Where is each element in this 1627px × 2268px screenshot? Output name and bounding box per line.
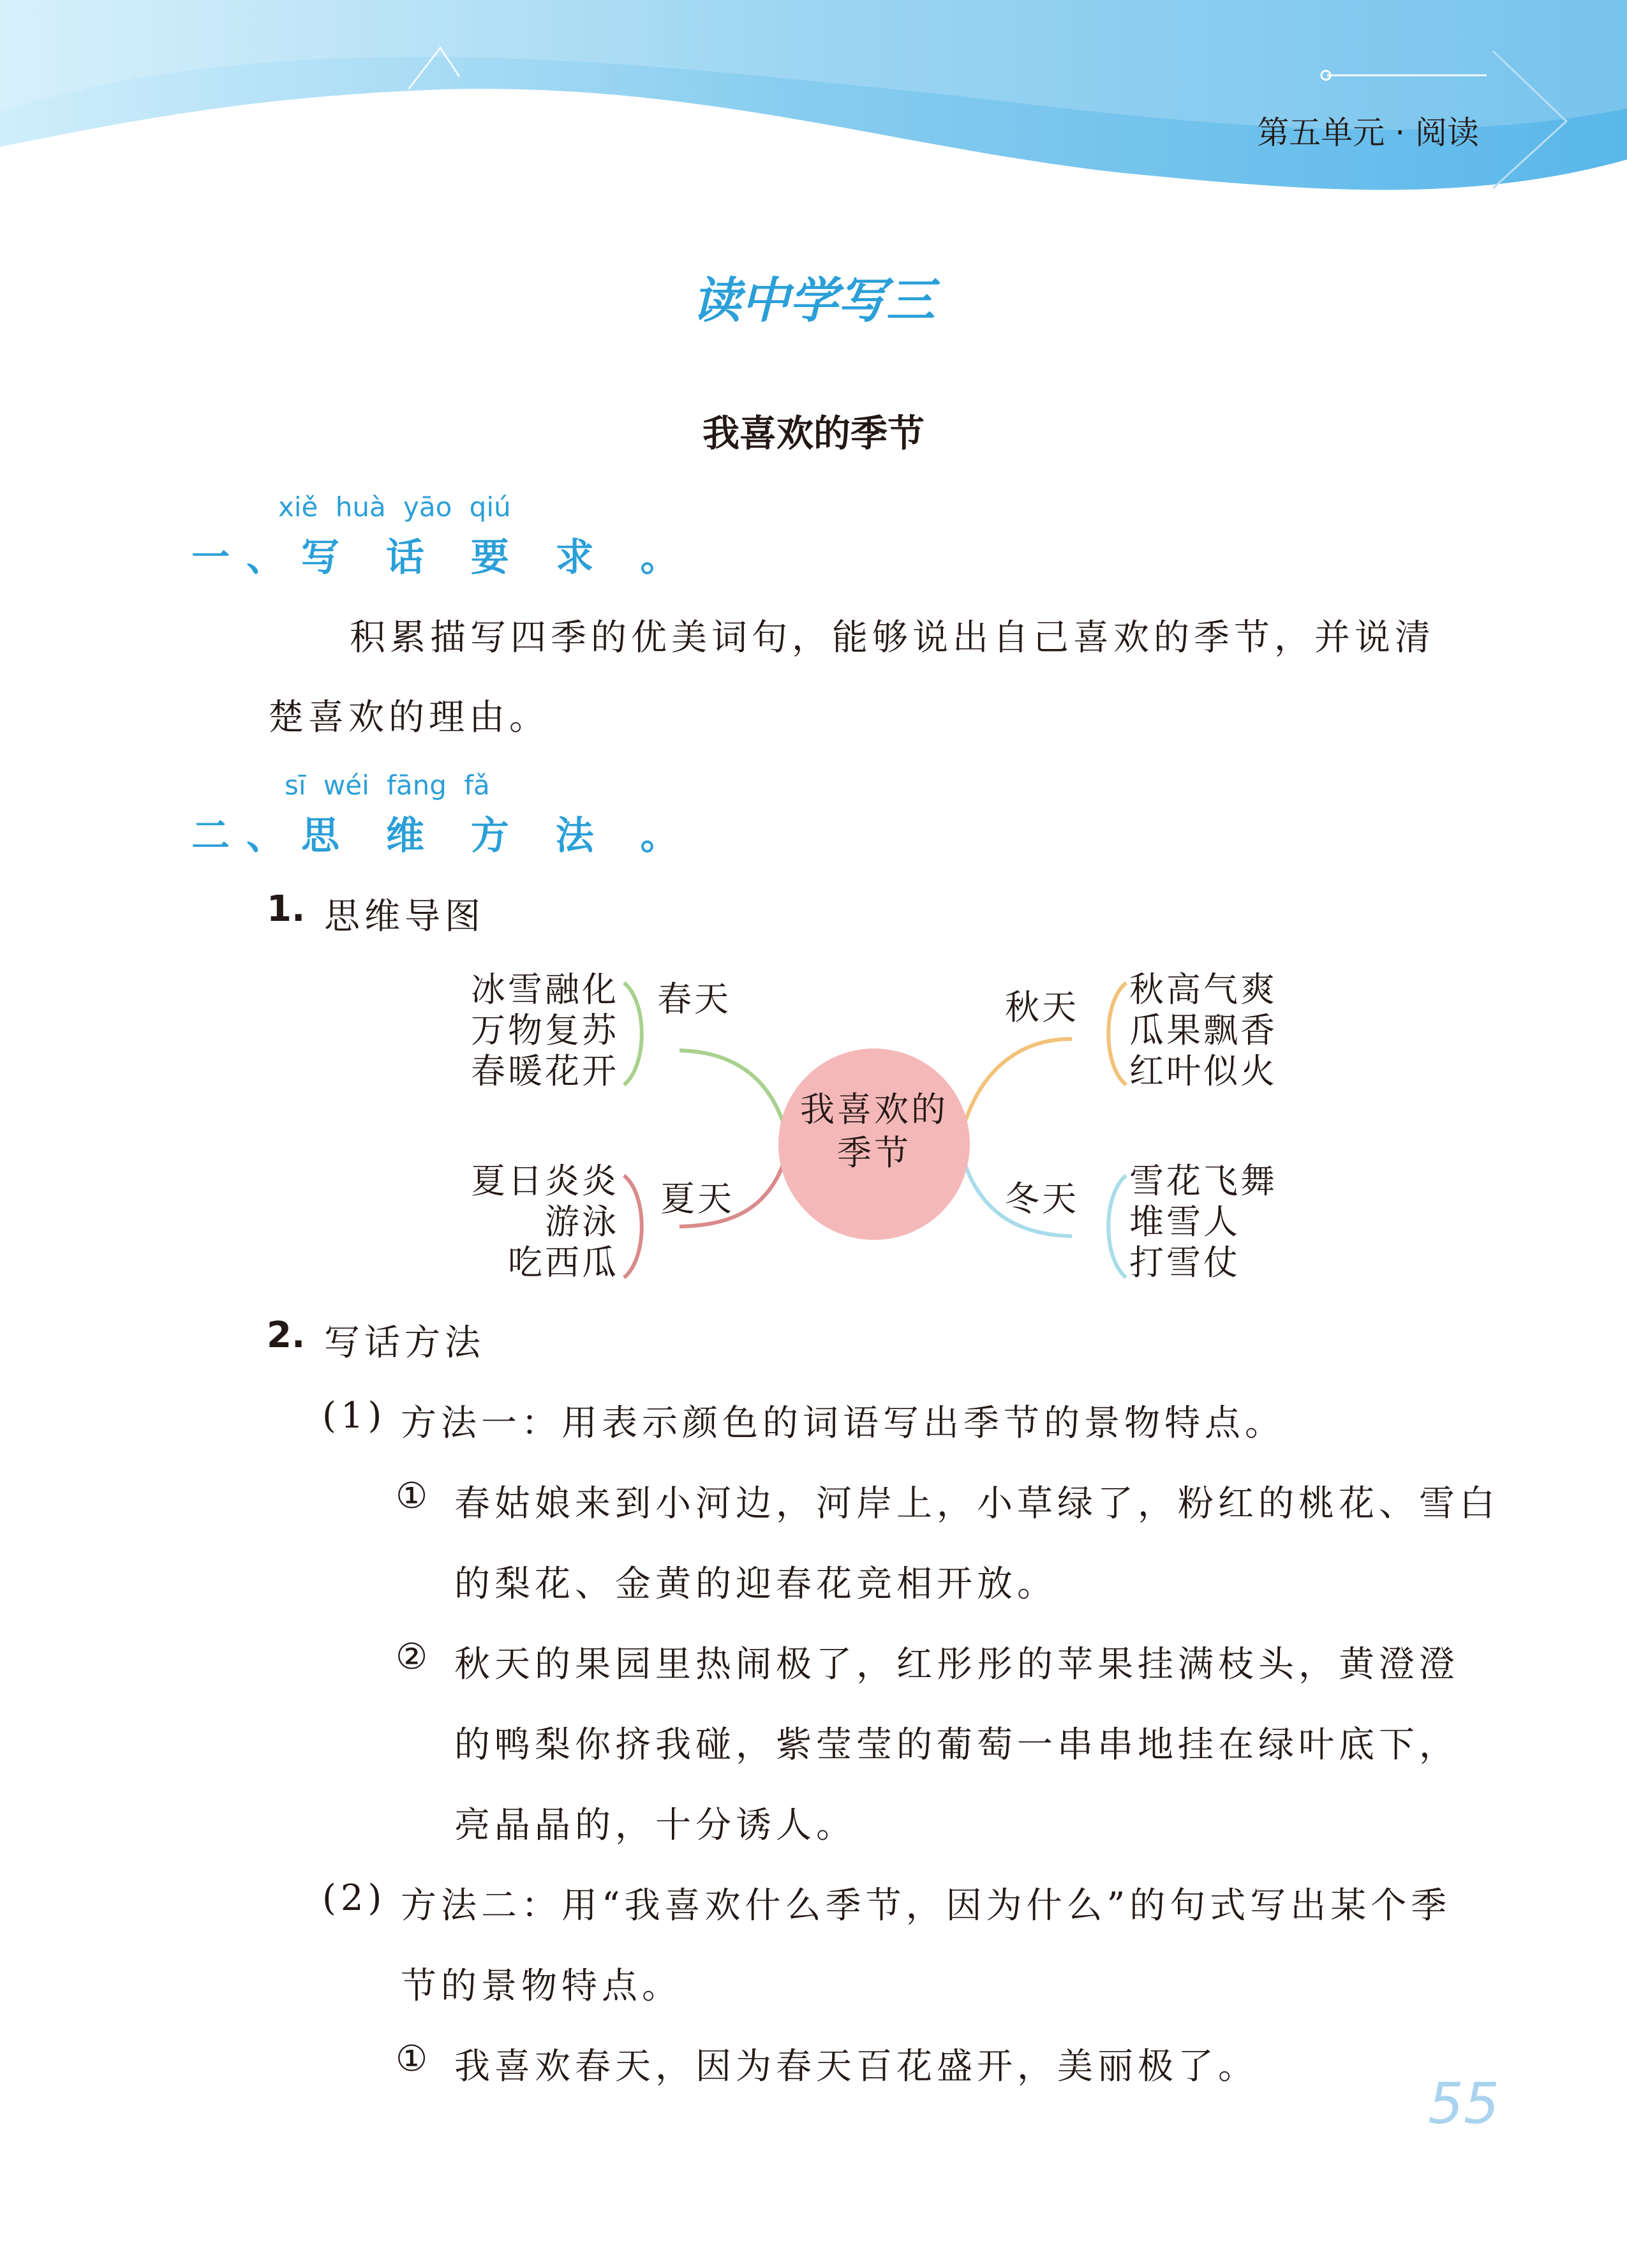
autumn-connector xyxy=(960,1039,1072,1139)
method1-number: (1) xyxy=(322,1395,387,1436)
autumn-bracket xyxy=(1108,983,1126,1085)
spring-word-3: 春暖花开 xyxy=(471,1051,619,1091)
lesson-title: 读中学写三 xyxy=(692,272,935,329)
method2-number: (2) xyxy=(322,1877,387,1919)
autumn-word-1: 秋高气爽 xyxy=(1129,969,1277,1010)
spring-word-1: 冰雪融化 xyxy=(471,969,619,1010)
item2-label: 写话方法 xyxy=(324,1322,485,1364)
section2-pinyin: sī wéi fāng fǎ xyxy=(285,770,490,801)
mind-map xyxy=(440,944,1308,1302)
method2-line1: 方法二：用“我喜欢什么季节，因为什么”的句式写出某个季 xyxy=(401,1885,1452,1927)
branch-spring-label: 春天 xyxy=(657,979,731,1019)
spring-word-2: 万物复苏 xyxy=(471,1010,619,1050)
summer-word-2: 游泳 xyxy=(545,1202,619,1242)
method1-example2-number: ② xyxy=(396,1636,433,1678)
method1-example1-number: ① xyxy=(396,1475,433,1517)
page-number: 55 xyxy=(1428,2071,1499,2137)
summer-bracket xyxy=(624,1175,642,1278)
method1-text: 方法一：用表示颜色的词语写出季节的景物特点。 xyxy=(401,1403,1285,1444)
section1-heading: 一、写 话 要 求 。 xyxy=(191,535,695,580)
item2-number: 2. xyxy=(267,1315,306,1356)
autumn-word-2: 瓜果飘香 xyxy=(1129,1010,1277,1050)
method1-example2-line2: 的鸭梨你挤我碰，紫莹莹的葡萄一串串地挂在绿叶底下， xyxy=(454,1724,1459,1766)
method1-example1-line1: 春姑娘来到小河边，河岸上，小草绿了，粉红的桃花、雪白 xyxy=(454,1483,1499,1525)
winter-word-3: 打雪仗 xyxy=(1129,1242,1240,1283)
article-title: 我喜欢的季节 xyxy=(702,412,925,455)
item1-number: 1. xyxy=(267,888,306,930)
winter-bracket xyxy=(1108,1175,1126,1278)
spring-connector xyxy=(680,1050,788,1139)
method1-example2-line1: 秋天的果园里热闹极了，红彤彤的苹果挂满枝头，黄澄澄 xyxy=(454,1644,1459,1685)
summer-word-3: 吃西瓜 xyxy=(508,1242,619,1283)
branch-winter-label: 冬天 xyxy=(1005,1179,1079,1219)
section1-paragraph-line2: 楚喜欢的理由。 xyxy=(268,697,549,738)
method1-example2-line3: 亮晶晶的，十分诱人。 xyxy=(454,1805,856,1846)
header-wave-band xyxy=(0,0,1627,211)
section1-pinyin: xiě huà yāo qiú xyxy=(278,491,511,523)
section2-heading: 二、思 维 方 法 。 xyxy=(191,814,695,858)
item1-label: 思维导图 xyxy=(324,896,485,937)
section1-paragraph-line1: 积累描写四季的优美词句，能够说出自己喜欢的季节，并说清 xyxy=(350,617,1435,659)
unit-label: 第五单元 · 阅读 xyxy=(1257,114,1479,151)
method1-example1-line2: 的梨花、金黄的迎春花竞相开放。 xyxy=(454,1563,1057,1605)
center-text-line1: 我喜欢的 xyxy=(800,1089,948,1130)
method2-line2: 节的景物特点。 xyxy=(401,1966,682,2007)
winter-word-1: 雪花飞舞 xyxy=(1129,1161,1277,1201)
winter-word-2: 堆雪人 xyxy=(1129,1202,1240,1242)
branch-summer-label: 夏天 xyxy=(660,1179,734,1219)
method2-example1-number: ① xyxy=(396,2038,433,2080)
autumn-word-3: 红叶似火 xyxy=(1129,1051,1277,1091)
center-text-line2: 季节 xyxy=(837,1133,911,1173)
branch-autumn-label: 秋天 xyxy=(1005,987,1079,1027)
summer-word-1: 夏日炎炎 xyxy=(471,1161,619,1201)
spring-bracket xyxy=(624,983,642,1085)
method2-example1-text: 我喜欢春天，因为春天百花盛开，美丽极了。 xyxy=(454,2046,1258,2087)
